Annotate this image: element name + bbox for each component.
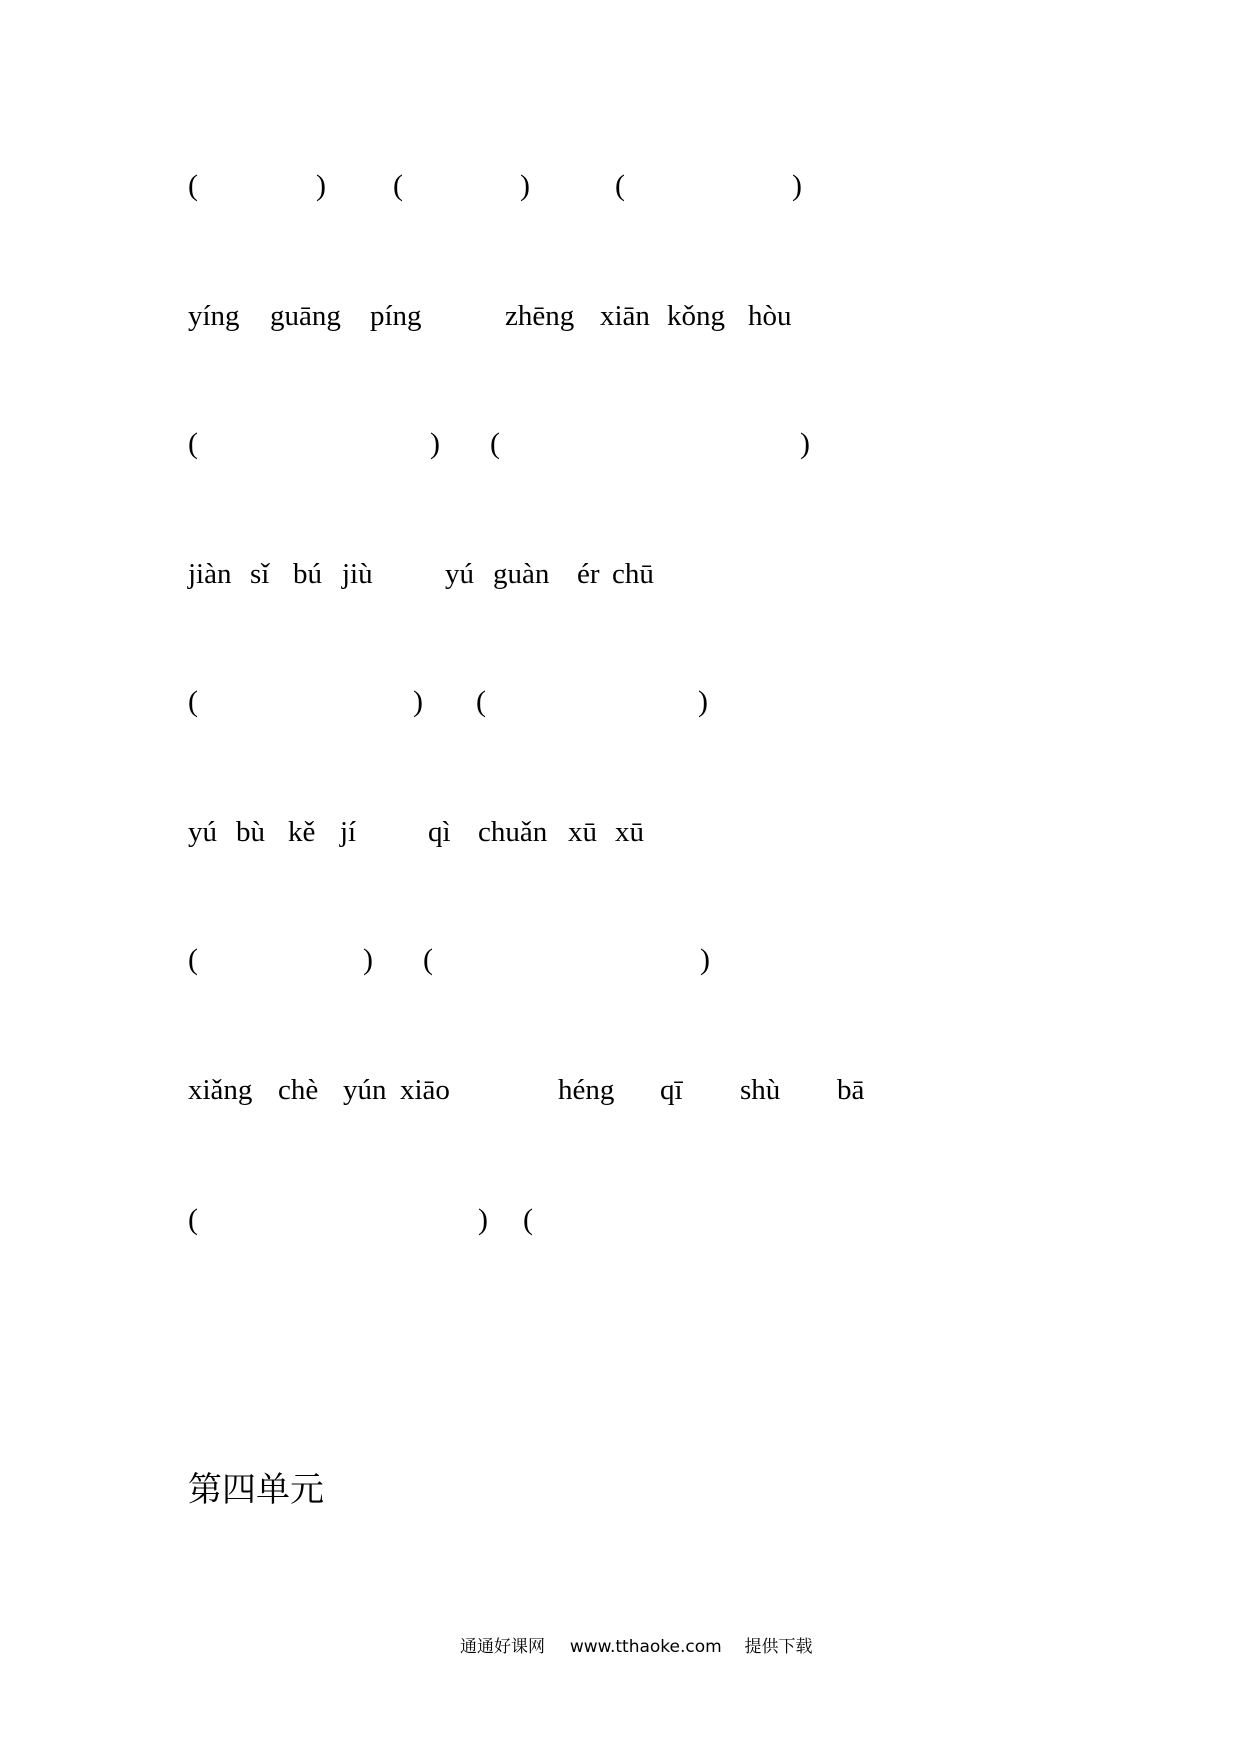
pinyin-syllable: shù	[740, 1074, 781, 1106]
footer-site-name: 通通好课网	[460, 1637, 545, 1657]
close-paren: )	[792, 169, 802, 202]
pinyin-syllable: yún	[343, 1074, 387, 1106]
page-footer	[460, 1635, 813, 1659]
footer-download-text: 提供下载	[744, 1637, 813, 1657]
pinyin-syllable: bú	[293, 558, 322, 590]
open-paren: (	[423, 943, 433, 976]
open-paren: (	[393, 169, 403, 202]
close-paren: )	[316, 169, 326, 202]
pinyin-syllable: jiàn	[188, 558, 232, 590]
pinyin-syllable: zhēng	[505, 300, 575, 332]
close-paren: )	[430, 427, 440, 460]
pinyin-syllable: xū	[568, 816, 597, 848]
section-heading: 第四单元	[188, 1470, 324, 1510]
close-paren: )	[698, 685, 708, 718]
open-paren: (	[188, 943, 198, 976]
pinyin-syllable: xū	[615, 816, 644, 848]
pinyin-syllable: sǐ	[250, 558, 270, 590]
close-paren: )	[800, 427, 810, 460]
open-paren: (	[188, 1203, 198, 1236]
close-paren: )	[520, 169, 530, 202]
pinyin-syllable: yú	[445, 558, 474, 590]
pinyin-syllable: jiù	[342, 558, 373, 590]
pinyin-syllable: guàn	[493, 558, 550, 590]
open-paren: (	[490, 427, 500, 460]
pinyin-syllable: yíng	[188, 300, 240, 332]
open-paren: (	[188, 427, 198, 460]
pinyin-syllable: hòu	[748, 300, 792, 332]
pinyin-syllable: chuǎn	[478, 816, 548, 848]
pinyin-syllable: kě	[288, 816, 316, 848]
pinyin-syllable: chū	[612, 558, 654, 590]
close-paren: )	[700, 943, 710, 976]
pinyin-syllable: xiǎng	[188, 1074, 253, 1106]
footer-url: www.tthaoke.com	[569, 1637, 722, 1657]
pinyin-syllable: píng	[370, 300, 422, 332]
pinyin-syllable: bù	[236, 816, 265, 848]
open-paren: (	[188, 685, 198, 718]
close-paren: )	[413, 685, 423, 718]
pinyin-syllable: qì	[428, 816, 451, 848]
pinyin-syllable: yú	[188, 816, 217, 848]
pinyin-syllable: xiāo	[400, 1074, 450, 1106]
open-paren: (	[188, 169, 198, 202]
pinyin-syllable: jí	[340, 816, 357, 848]
open-paren: (	[476, 685, 486, 718]
pinyin-syllable: bā	[837, 1074, 865, 1106]
close-paren: )	[363, 943, 373, 976]
open-paren: (	[615, 169, 625, 202]
open-paren: (	[523, 1203, 533, 1236]
pinyin-syllable: xiān	[600, 300, 650, 332]
pinyin-syllable: kǒng	[667, 300, 725, 332]
pinyin-syllable: chè	[278, 1074, 319, 1106]
pinyin-syllable: guāng	[270, 300, 341, 332]
pinyin-syllable: qī	[660, 1074, 683, 1106]
pinyin-syllable: héng	[558, 1074, 615, 1106]
close-paren: )	[478, 1203, 488, 1236]
pinyin-syllable: ér	[577, 558, 600, 590]
